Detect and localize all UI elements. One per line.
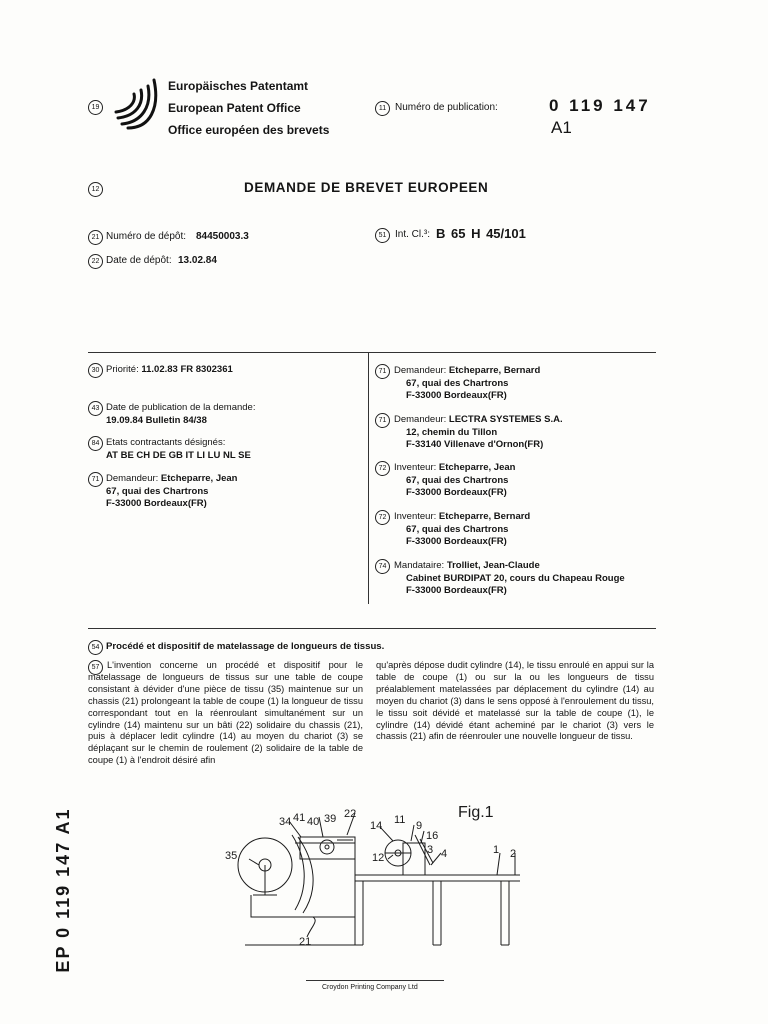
office-name-en: European Patent Office	[168, 101, 301, 115]
filing-date-label: Date de dépôt:	[106, 255, 172, 266]
fig-label: 9	[416, 820, 423, 832]
party-entry	[394, 462, 515, 500]
fig-label: 41	[293, 812, 306, 824]
int-cl-value: B 65 H 45/101	[436, 226, 526, 241]
party-address: 67, quai des Chartrons	[406, 377, 509, 389]
abstract-column-1: L'invention concerne un procédé et dispositif pour le matelassage de longueurs de tissus sur une table de coupe consistant à dévider d'une pièce de tissu (35) maintenue sur un chassis (21) prolongeant la table de coupe (1) la longueur de tissu correspondant tout en la réenroulant simultanément sur un cylindre (14) maintenu sur un bâti (22) solidaire du chassis (21), puis à déplacer ledit cylindre (14) au moyen du chariot (3) se déplaçant sur le chemin de roulement (2) solidaire de la table de coupe (1) à l'endroit désiré afin	[88, 660, 363, 766]
epo-logo	[112, 76, 160, 134]
fig-label: 21	[299, 936, 312, 948]
fig-label: 34	[279, 816, 292, 828]
party-city: F-33000 Bordeaux(FR)	[406, 585, 507, 596]
office-name-de: Europäisches Patentamt	[168, 79, 309, 93]
filing-number-label: Numéro de dépôt:	[106, 231, 187, 242]
office-name-fr: Office européen des brevets	[168, 123, 330, 137]
printer-imprint: Croydon Printing Company Ltd	[322, 984, 418, 991]
publication-number-label: Numéro de publication:	[395, 102, 498, 113]
inid-43-marker: 43	[88, 401, 103, 416]
fig-label: 16	[426, 830, 439, 842]
applicant-name: Etcheparre, Jean	[160, 473, 238, 484]
inid-marker: 71	[375, 364, 390, 379]
party-address: 67, quai des Chartrons	[406, 474, 509, 486]
fig-label: 35	[225, 850, 238, 862]
designated-states	[106, 437, 251, 462]
party-city: F-33000 Bordeaux(FR)	[406, 487, 507, 498]
inid-11-marker: 11	[375, 101, 390, 116]
fig-label: 1	[493, 844, 500, 856]
party-label: Inventeur:	[394, 462, 437, 473]
party-name: Etcheparre, Bernard	[438, 511, 531, 522]
applicant-address: 67, quai des Chartrons	[106, 485, 209, 497]
abstract-column-2: qu'après dépose dudit cylindre (14), le tissu enroulé en appui sur la table de coupe (1) ou sur la ou les longueurs de tissu préalablement matelassées par déplacement du cylindre (14) au moyen du chariot (3) dans le sens opposé à l'enroulement du tissu, le tissu soit dévidé et matelassé sur la table de coupe (1), le cylindre (14) dévidé étant acheminé par le chariot (3) vers le chassis (21) afin de réenrouler une nouvelle longueur de tissu.	[376, 660, 654, 742]
fig-label: 2	[510, 848, 517, 860]
party-entry	[394, 414, 563, 452]
inid-marker: 74	[375, 559, 390, 574]
bibliography-top-rule	[88, 352, 656, 353]
inid-30-marker: 30	[88, 363, 103, 378]
inid-marker: 72	[375, 461, 390, 476]
fig-label: 12	[372, 852, 385, 864]
party-entry	[394, 511, 530, 549]
party-name: Etcheparre, Bernard	[448, 365, 541, 376]
party-label: Demandeur:	[394, 414, 447, 425]
footer-rule	[306, 980, 444, 981]
party-name: Etcheparre, Jean	[438, 462, 516, 473]
inid-12-marker: 12	[88, 182, 103, 197]
party-address: 67, quai des Chartrons	[406, 523, 509, 535]
fig-label: 40	[307, 816, 320, 828]
fig-label: 3	[427, 844, 434, 856]
party-entry	[394, 560, 625, 598]
filing-date: 13.02.84	[178, 255, 217, 266]
publication-date-label: Date de publication de la demande:	[106, 402, 256, 413]
party-label: Mandataire:	[394, 560, 445, 571]
publication-date-value: 19.09.84 Bulletin 84/38	[106, 414, 207, 426]
publication-date	[106, 402, 255, 427]
applicant-left	[106, 473, 238, 511]
inid-21-marker: 21	[88, 230, 103, 245]
inid-57-marker: 57	[88, 660, 103, 675]
fig-label: 39	[324, 813, 337, 825]
publication-number: 0 119 147	[549, 96, 651, 115]
inid-19-marker: 19	[88, 100, 103, 115]
party-label: Demandeur:	[394, 365, 447, 376]
party-name: LECTRA SYSTEMES S.A.	[448, 414, 563, 425]
int-cl-label: Int. Cl.³:	[395, 229, 431, 240]
patent-drawing-fig1	[215, 795, 535, 955]
party-name: Trolliet, Jean-Claude	[446, 560, 540, 571]
priority-label: Priorité:	[106, 364, 139, 375]
inid-54-marker: 54	[88, 640, 103, 655]
applicant-label: Demandeur:	[106, 473, 159, 484]
fig-label: 4	[441, 848, 448, 860]
designated-states-label: Etats contractants désignés:	[106, 437, 226, 448]
party-address: Cabinet BURDIPAT 20, cours du Chapeau Rouge	[406, 572, 625, 584]
document-title: DEMANDE DE BREVET EUROPEEN	[244, 180, 489, 195]
party-city: F-33000 Bordeaux(FR)	[406, 536, 507, 547]
priority	[106, 364, 233, 377]
bibliography-column-divider	[368, 352, 369, 604]
invention-title: Procédé et dispositif de matelassage de longueurs de tissus.	[106, 641, 385, 652]
chassis-21	[251, 843, 355, 917]
party-entry	[394, 365, 540, 403]
kind-code: A1	[551, 118, 572, 137]
inid-marker: 71	[375, 413, 390, 428]
party-city: F-33140 Villenave d'Ornon(FR)	[406, 439, 544, 450]
fig-label: 14	[370, 820, 383, 832]
inid-51-marker: 51	[375, 228, 390, 243]
applicant-city: F-33000 Bordeaux(FR)	[106, 498, 207, 509]
fig-label: 22	[344, 808, 357, 820]
fig-label: 11	[394, 814, 406, 826]
bibliography-bottom-rule	[88, 628, 656, 629]
inid-22-marker: 22	[88, 254, 103, 269]
party-address: 12, chemin du Tillon	[406, 426, 498, 438]
designated-states-value: AT BE CH DE GB IT LI LU NL SE	[106, 449, 251, 461]
side-publication-number: EP 0 119 147 A1	[53, 807, 73, 973]
party-label: Inventeur:	[394, 511, 437, 522]
priority-value: 11.02.83 FR 8302361	[141, 364, 233, 375]
filing-number: 84450003.3	[196, 231, 249, 242]
party-city: F-33000 Bordeaux(FR)	[406, 390, 507, 401]
inid-71-marker: 71	[88, 472, 103, 487]
inid-marker: 72	[375, 510, 390, 525]
inid-84-marker: 84	[88, 436, 103, 451]
figure-caption: Fig.1	[458, 804, 494, 821]
